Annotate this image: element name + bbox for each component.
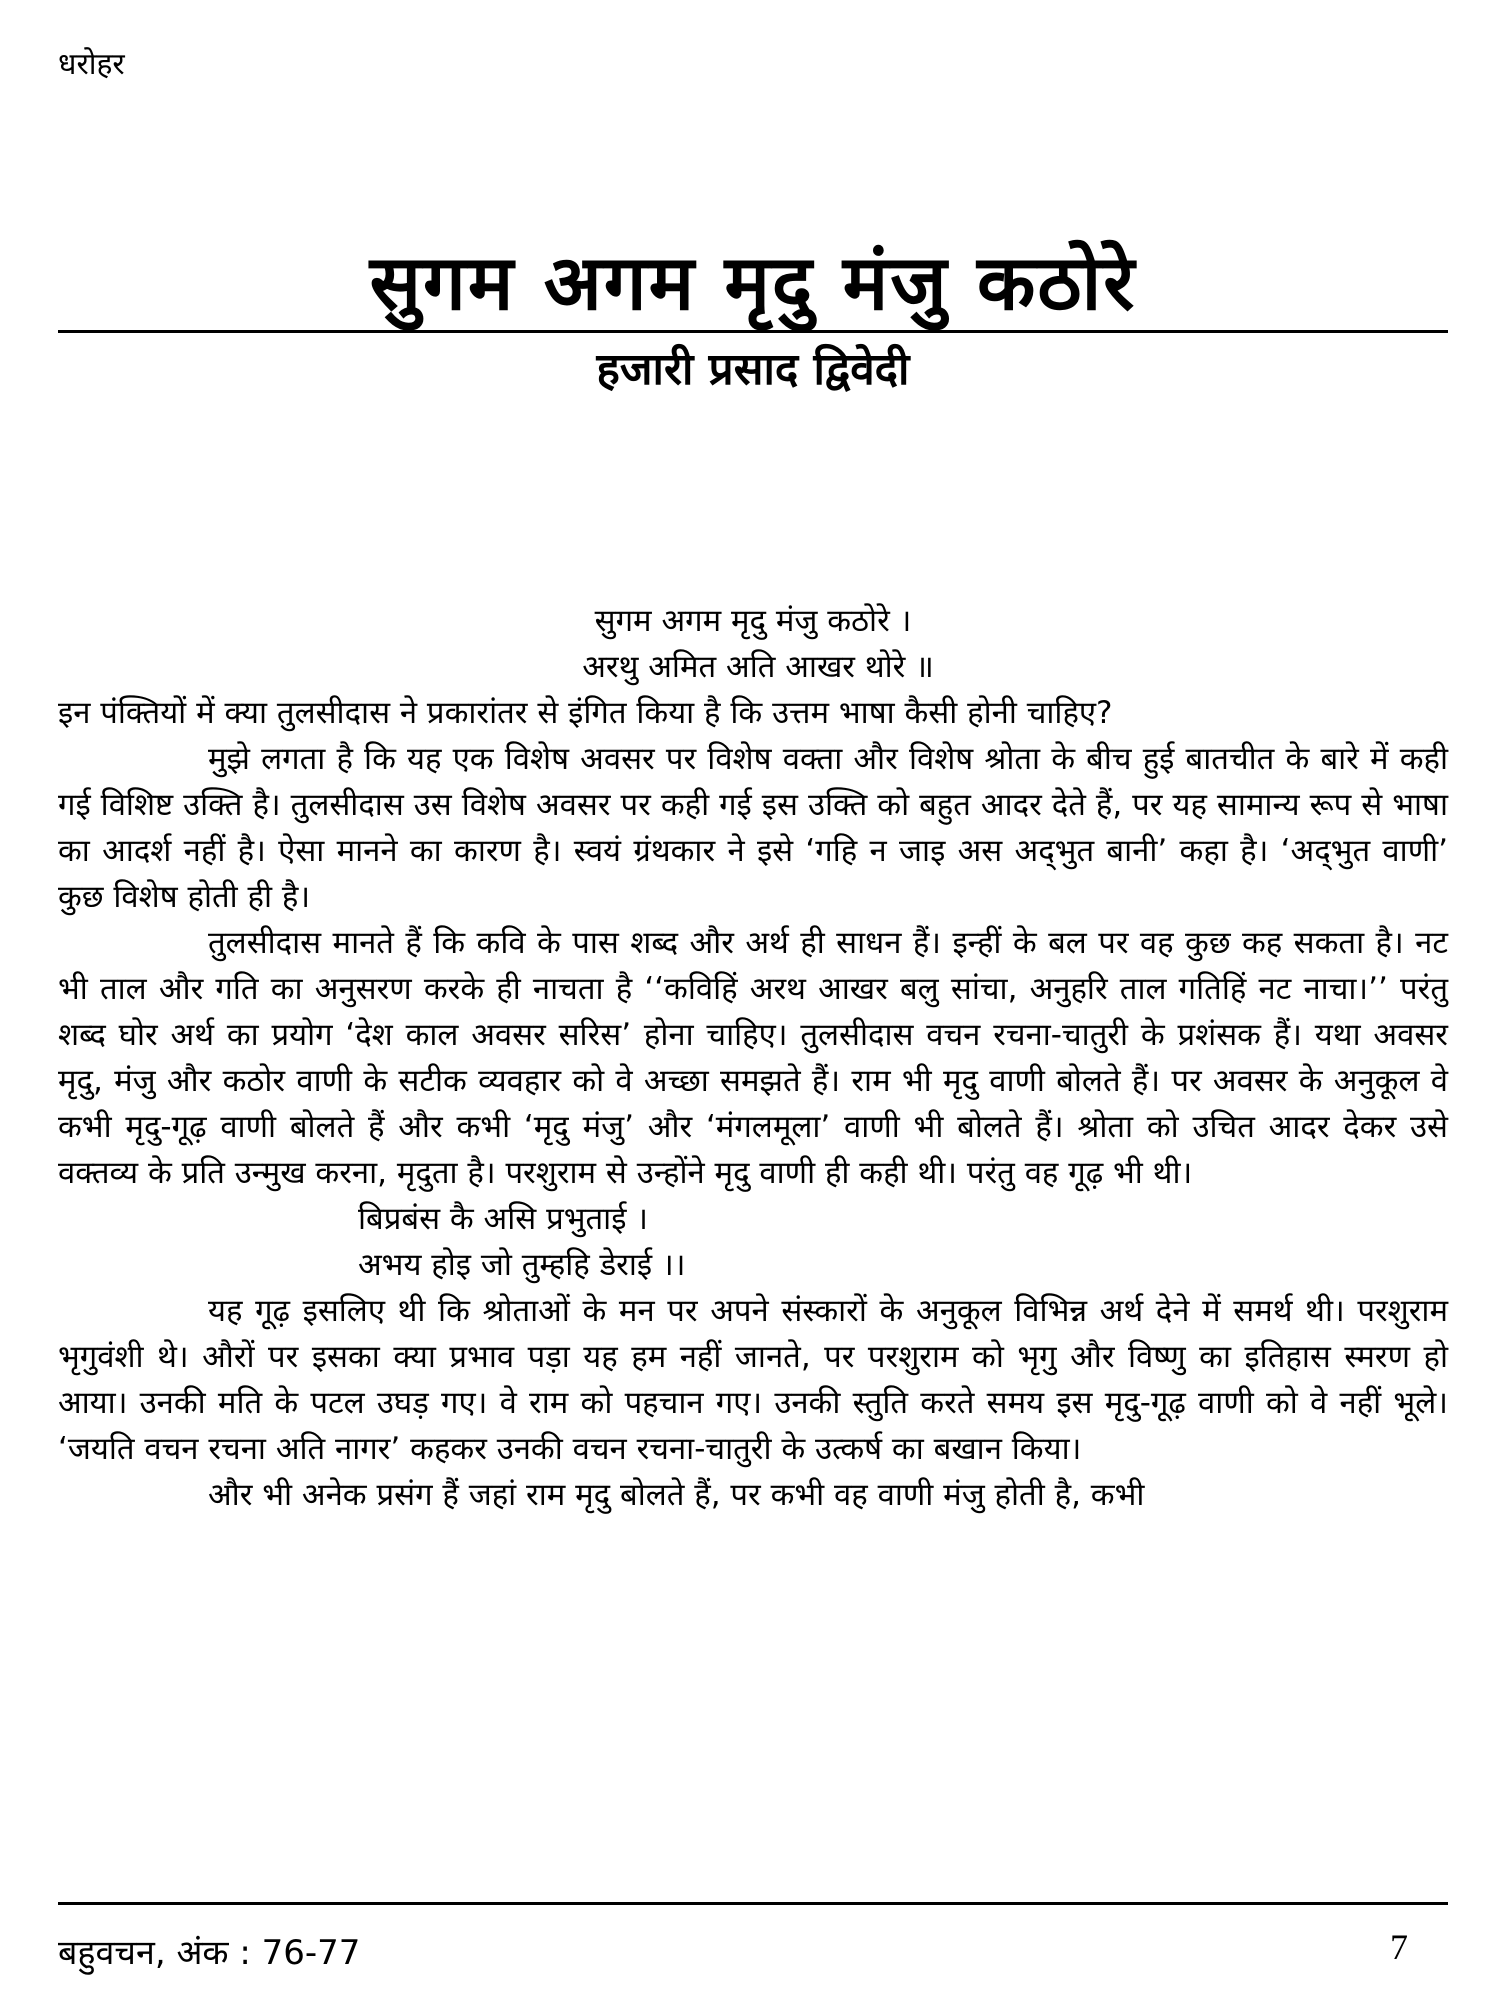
verse-line: बिप्रबंस कै असि प्रभुताई । [358, 1201, 649, 1237]
footer-divider [58, 1902, 1448, 1905]
quoted-verse [58, 1196, 1448, 1288]
publication-footer: बहुवचन, अंक : 76-77 [58, 1933, 361, 1973]
verse-line: सुगम अगम मृदु मंजु कठोरे । [594, 603, 912, 639]
article-title: सुगम अगम मृदु मंजु कठोरे [369, 238, 1137, 327]
paragraph: तुलसीदास मानते हैं कि कवि के पास शब्द और अर्थ ही साधन हैं। इन्हीं के बल पर वह कुछ कह सकता है। नट भी ताल और गति का अनुसरण करके ही नाचता है ‘‘कविहिं अरथ आखर बलु सांचा, अनुहरि ताल गतिहिं नट नाचा।’’ परंतु शब्द घोर अर्थ का प्रयोग ‘देश काल अवसर सरिस’ होना चाहिए। तुलसीदास वचन रचना-चातुरी के प्रशंसक हैं। यथा अवसर मृदु, मंजु और कठोर वाणी के सटीक व्यवहार को वे अच्छा समझते हैं। राम भी मृदु वाणी बोलते हैं। पर अवसर के अनुकूल वे कभी मृदु-गूढ़ वाणी बोलते हैं और कभी ‘मृदु मंजु’ और ‘मंगलमूला’ वाणी भी बोलते हैं। श्रोता को उचित आदर देकर उसे वक्तव्य के प्रति उन्मुख करना, मृदुता है। परशुराम से उन्होंने मृदु वाणी ही कही थी। परंतु वह गूढ़ भी थी। [58, 925, 1448, 1191]
verse-line: अरथु अमित अति आखर थोरे ॥ [582, 649, 934, 685]
article-author: हजारी प्रसाद द्विवेदी [596, 344, 910, 395]
opening-verse [58, 598, 1448, 690]
verse-line: अभय होइ जो तुम्हहि डेराई ।। [358, 1247, 686, 1283]
article-body [58, 598, 1448, 1518]
paragraph: इन पंक्तियों में क्या तुलसीदास ने प्रकारांतर से इंगित किया है कि उत्तम भाषा कैसी होनी चाहिए? [58, 695, 1113, 731]
section-header: धरोहर [58, 47, 125, 82]
title-divider [58, 330, 1448, 333]
paragraph: मुझे लगता है कि यह एक विशेष अवसर पर विशेष वक्ता और विशेष श्रोता के बीच हुई बातचीत के बारे में कही गई विशिष्ट उक्ति है। तुलसीदास उस विशेष अवसर पर कही गई इस उक्ति को बहुत आदर देते हैं, पर यह सामान्य रूप से भाषा का आदर्श नहीं है। ऐसा मानने का कारण है। स्वयं ग्रंथकार ने इसे ‘गहि न जाइ अस अद्‌भुत बानी’ कहा है। ‘अद्‌भुत वाणी’ कुछ विशेष होती ही है। [58, 741, 1448, 915]
paragraph: और भी अनेक प्रसंग हैं जहां राम मृदु बोलते हैं, पर कभी वह वाणी मंजु होती है, कभी [208, 1477, 1145, 1513]
page-number: 7 [1390, 1927, 1408, 1967]
paragraph: यह गूढ़ इसलिए थी कि श्रोताओं के मन पर अपने संस्कारों के अनुकूल विभिन्न अर्थ देने में समर्थ थी। परशुराम भृगुवंशी थे। औरों पर इसका क्या प्रभाव पड़ा यह हम नहीं जानते, पर परशुराम को भृगु और विष्णु का इतिहास स्मरण हो आया। उनकी मति के पटल उघड़ गए। वे राम को पहचान गए। उनकी स्तुति करते समय इस मृदु-गूढ़ वाणी को वे नहीं भूले। ‘जयति वचन रचना अति नागर’ कहकर उनकी वचन रचना-चातुरी के उत्कर्ष का बखान किया। [58, 1293, 1448, 1467]
